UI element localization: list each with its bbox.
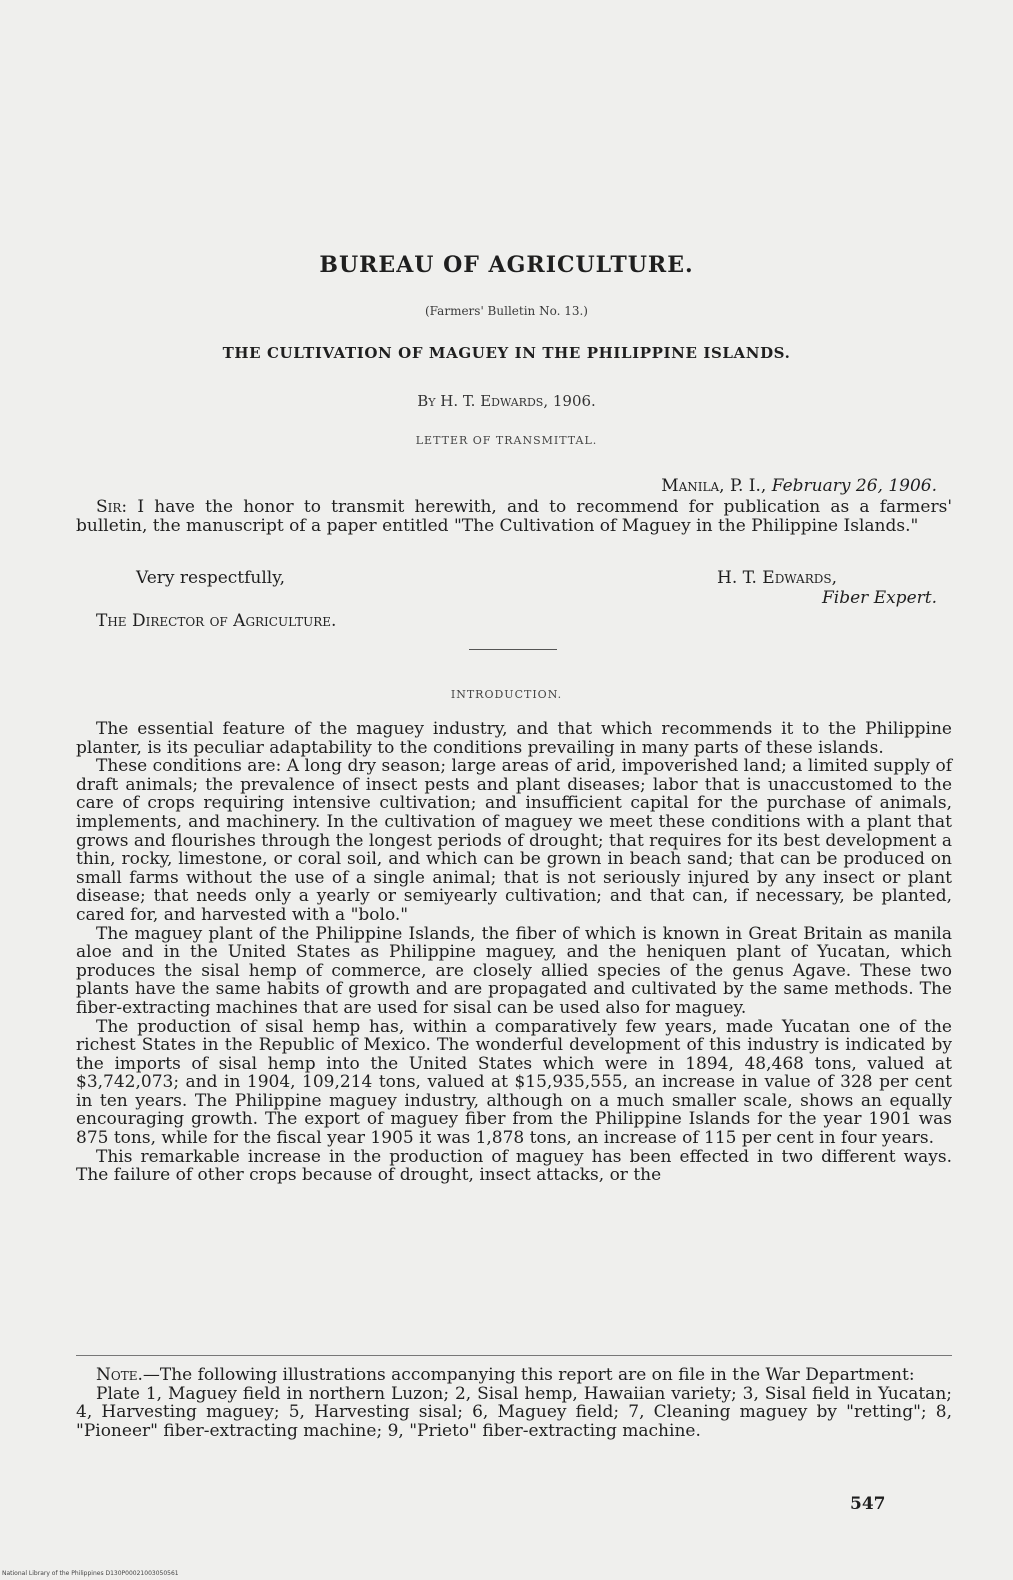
bulletin-number: (Farmers' Bulletin No. 13.) [424, 304, 588, 318]
bureau-heading: BUREAU OF AGRICULTURE. [319, 252, 694, 278]
letter-paragraph [76, 498, 952, 535]
intro-paragraph-1: The essential feature of the maguey industry, and that which recommends it to the Philippine planter, is its peculiar adaptability to the conditions prevailing in many parts of these islands. [76, 719, 952, 758]
intro-paragraph-5: This remarkable increase in the production of maguey has been effected in two different ways. The failure of other crops because of drought, insect attacks, or the [76, 1146, 952, 1186]
dateline-place: Manila, P. I., [661, 476, 767, 496]
footnote-paragraph [76, 1366, 952, 1385]
signer: H. T. Edwards, [717, 568, 837, 588]
introduction-heading: INTRODUCTION. [450, 688, 563, 701]
signer-title: Fiber Expert. [821, 588, 937, 608]
document-title: THE CULTIVATION OF MAGUEY IN THE PHILIPPINE ISLANDS. [222, 344, 791, 362]
dateline-date: February 26, 1906. [771, 476, 937, 496]
scan-footer: National Library of the Philippines D130P00021003050561 [2, 1570, 179, 1577]
footnote-rule [76, 1355, 952, 1356]
letter-body [76, 498, 952, 535]
byline: By H. T. Edwards, 1906. [417, 392, 596, 410]
letter-heading: LETTER OF TRANSMITTAL. [415, 434, 598, 447]
letter-text: I have the honor to transmit herewith, and to recommend for publication as a farmers' bulletin, the manuscript of a paper entitled "The Cultivation of Maguey in the Philippine Islands." [76, 497, 952, 536]
salutation: Sir: [96, 497, 128, 517]
footnote-text: —The following illustrations accompanying this report are on file in the War Department: [142, 1365, 915, 1385]
section-divider [469, 649, 557, 650]
introduction-body [76, 720, 952, 1185]
dateline [661, 476, 937, 496]
addressee: The Director of Agriculture. [96, 611, 337, 631]
footnote-plates: Plate 1, Maguey field in northern Luzon; 2, Sisal hemp, Hawaiian variety; 3, Sisal field in Yucatan; 4, Harvesting maguey; 5, Harvesting sisal; 6, Maguey field; 7, Cleaning maguey by "retting"; 8, "Pioneer" fiber-extracting machine; 9, "Prieto" fiber-extracting machine. [76, 1383, 952, 1441]
closing: Very respectfully, [136, 568, 285, 588]
page-number: 547 [850, 1494, 886, 1514]
intro-paragraph-3: The maguey plant of the Philippine Islands, the fiber of which is known in Great Britain as manila aloe and in the United States as Philippine maguey, and the heniquen plant of Yucatan, which produces the sisal hemp of commerce, are closely allied species of the genus Agave. These two plants have the same habits of growth and are propagated and cultivated by the same methods. The fiber-extracting machines that are used for sisal can be used also for maguey. [76, 923, 952, 1018]
footnote-label: Note. [96, 1365, 143, 1385]
footnote [76, 1366, 952, 1440]
intro-paragraph-2: These conditions are: A long dry season; large areas of arid, impoverished land; a limited supply of draft animals; the prevalence of insect pests and plant diseases; labor that is unaccustomed to the care of crops requiring intensive cultivation; and insufficient capital for the purchase of animals, implements, and machinery. In the cultivation of maguey we meet these conditions with a plant that grows and flourishes through the longest periods of drought; that requires for its best development a thin, rocky, limestone, or coral soil, and which can be grown in beach sand; that can be produced on small farms without the use of a single animal; that is not seriously injured by any insect or plant disease; that needs only a yearly or semiyearly cultivation; and that can, if necessary, be planted, cared for, and harvested with a "bolo." [76, 756, 952, 925]
intro-paragraph-4: The production of sisal hemp has, within a comparatively few years, made Yucatan one of the richest States in the Republic of Mexico. The wonderful development of this industry is indicated by the imports of sisal hemp into the United States which were in 1894, 48,468 tons, valued at $3,742,073; and in 1904, 109,214 tons, valued at $15,935,555, an increase in value of 328 per cent in ten years. The Philippine maguey industry, although on a much smaller scale, shows an equally encouraging growth. The export of maguey fiber from the Philippine Islands for the year 1901 was 875 tons, while for the fiscal year 1905 it was 1,878 tons, an increase of 115 per cent in four years. [76, 1016, 952, 1149]
